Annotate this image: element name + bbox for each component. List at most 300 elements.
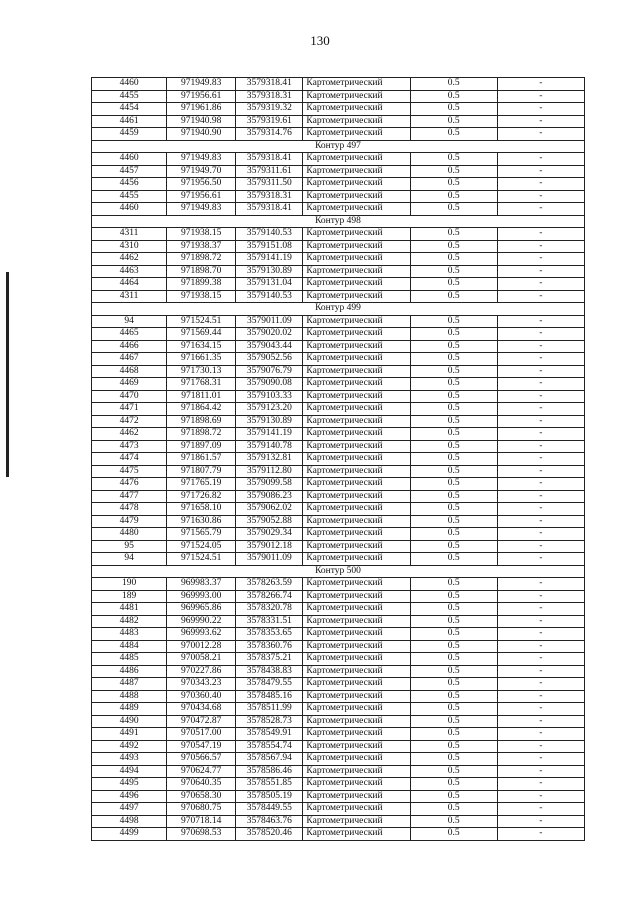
method-cell: Картометрический [303,778,410,791]
x-coordinate-cell: 971807.79 [167,465,236,478]
note-cell: - [497,740,584,753]
table-row [92,153,585,166]
accuracy-cell: 0.5 [410,315,497,328]
point-number-cell: 4496 [92,790,167,803]
table-row [92,515,585,528]
point-number-cell: 4464 [92,278,167,291]
point-number-cell: 4492 [92,740,167,753]
method-cell: Картометрический [303,690,410,703]
note-cell: - [497,615,584,628]
point-number-cell: 4467 [92,353,167,366]
method-cell: Картометрический [303,628,410,641]
note-cell: - [497,90,584,103]
point-number-cell: 4478 [92,503,167,516]
method-cell: Картометрический [303,815,410,828]
y-coordinate-cell: 3579132.81 [236,453,303,466]
y-coordinate-cell: 3578263.59 [236,578,303,591]
x-coordinate-cell: 971864.42 [167,403,236,416]
accuracy-cell: 0.5 [410,778,497,791]
accuracy-cell: 0.5 [410,240,497,253]
point-number-cell: 4489 [92,703,167,716]
method-cell: Картометрический [303,353,410,366]
note-cell: - [497,490,584,503]
accuracy-cell: 0.5 [410,178,497,191]
point-number-cell: 4494 [92,765,167,778]
accuracy-cell: 0.5 [410,728,497,741]
note-cell: - [497,203,584,216]
method-cell: Картометрический [303,740,410,753]
y-coordinate-cell: 3579318.41 [236,203,303,216]
point-number-cell: 4491 [92,728,167,741]
x-coordinate-cell: 971569.44 [167,328,236,341]
point-number-cell: 4455 [92,190,167,203]
method-cell: Картометрический [303,678,410,691]
y-coordinate-cell: 3579314.76 [236,128,303,141]
y-coordinate-cell: 3578331.51 [236,615,303,628]
accuracy-cell: 0.5 [410,740,497,753]
y-coordinate-cell: 3579318.41 [236,153,303,166]
contour-header-row [92,303,585,316]
x-coordinate-cell: 970680.75 [167,803,236,816]
accuracy-cell: 0.5 [410,615,497,628]
x-coordinate-cell: 971949.83 [167,203,236,216]
note-cell: - [497,765,584,778]
accuracy-cell: 0.5 [410,353,497,366]
table-row [92,378,585,391]
accuracy-cell: 0.5 [410,765,497,778]
accuracy-cell: 0.5 [410,528,497,541]
table-row [92,253,585,266]
y-coordinate-cell: 3579112.80 [236,465,303,478]
x-coordinate-cell: 971524.51 [167,315,236,328]
table-row [92,365,585,378]
accuracy-cell: 0.5 [410,540,497,553]
contour-header-row [92,215,585,228]
method-cell: Картометрический [303,803,410,816]
accuracy-cell: 0.5 [410,403,497,416]
point-number-cell: 4311 [92,290,167,303]
accuracy-cell: 0.5 [410,228,497,241]
accuracy-cell: 0.5 [410,803,497,816]
x-coordinate-cell: 969993.62 [167,628,236,641]
accuracy-cell: 0.5 [410,478,497,491]
method-cell: Картометрический [303,465,410,478]
table-row [92,328,585,341]
method-cell: Картометрический [303,453,410,466]
y-coordinate-cell: 3579011.09 [236,315,303,328]
y-coordinate-cell: 3578360.76 [236,640,303,653]
accuracy-cell: 0.5 [410,603,497,616]
note-cell: - [497,553,584,566]
y-coordinate-cell: 3578505.19 [236,790,303,803]
table-row [92,428,585,441]
note-cell: - [497,503,584,516]
point-number-cell: 4456 [92,178,167,191]
note-cell: - [497,440,584,453]
point-number-cell: 4498 [92,815,167,828]
point-number-cell: 4462 [92,428,167,441]
y-coordinate-cell: 3579151.08 [236,240,303,253]
y-coordinate-cell: 3579319.61 [236,115,303,128]
x-coordinate-cell: 971940.98 [167,115,236,128]
table-row [92,165,585,178]
note-cell: - [497,340,584,353]
x-coordinate-cell: 970434.68 [167,703,236,716]
accuracy-cell: 0.5 [410,265,497,278]
table-row [92,753,585,766]
page-number: 130 [310,33,330,48]
x-coordinate-cell: 971898.72 [167,428,236,441]
method-cell: Картометрический [303,78,410,91]
y-coordinate-cell: 3579318.31 [236,190,303,203]
accuracy-cell: 0.5 [410,290,497,303]
point-number-cell: 4485 [92,653,167,666]
accuracy-cell: 0.5 [410,790,497,803]
y-coordinate-cell: 3579318.31 [236,90,303,103]
note-cell: - [497,153,584,166]
note-cell: - [497,690,584,703]
point-number-cell: 4311 [92,228,167,241]
accuracy-cell: 0.5 [410,78,497,91]
note-cell: - [497,403,584,416]
x-coordinate-cell: 970547.19 [167,740,236,753]
x-coordinate-cell: 971938.15 [167,228,236,241]
x-coordinate-cell: 971565.79 [167,528,236,541]
note-cell: - [497,678,584,691]
point-number-cell: 4469 [92,378,167,391]
table-row [92,465,585,478]
point-number-cell: 4479 [92,515,167,528]
method-cell: Картометрический [303,603,410,616]
note-cell: - [497,715,584,728]
note-cell: - [497,428,584,441]
point-number-cell: 95 [92,540,167,553]
y-coordinate-cell: 3579140.78 [236,440,303,453]
x-coordinate-cell: 971949.83 [167,78,236,91]
note-cell: - [497,178,584,191]
accuracy-cell: 0.5 [410,628,497,641]
accuracy-cell: 0.5 [410,190,497,203]
point-number-cell: 189 [92,590,167,603]
note-cell: - [497,628,584,641]
note-cell: - [497,478,584,491]
table-row [92,190,585,203]
method-cell: Картометрический [303,765,410,778]
x-coordinate-cell: 971861.57 [167,453,236,466]
table-row [92,628,585,641]
y-coordinate-cell: 3579130.89 [236,415,303,428]
accuracy-cell: 0.5 [410,653,497,666]
method-cell: Картометрический [303,490,410,503]
x-coordinate-cell: 971765.19 [167,478,236,491]
table-row [92,340,585,353]
accuracy-cell: 0.5 [410,640,497,653]
x-coordinate-cell: 969990.22 [167,615,236,628]
method-cell: Картометрический [303,578,410,591]
note-cell: - [497,228,584,241]
y-coordinate-cell: 3578528.73 [236,715,303,728]
table-row [92,765,585,778]
accuracy-cell: 0.5 [410,678,497,691]
method-cell: Картометрический [303,440,410,453]
point-number-cell: 4466 [92,340,167,353]
table-row [92,265,585,278]
y-coordinate-cell: 3579319.32 [236,103,303,116]
x-coordinate-cell: 971940.90 [167,128,236,141]
accuracy-cell: 0.5 [410,828,497,841]
method-cell: Картометрический [303,315,410,328]
point-number-cell: 4462 [92,253,167,266]
note-cell: - [497,265,584,278]
y-coordinate-cell: 3578520.46 [236,828,303,841]
note-cell: - [497,653,584,666]
x-coordinate-cell: 971956.61 [167,190,236,203]
note-cell: - [497,603,584,616]
method-cell: Картометрический [303,615,410,628]
table-row [92,740,585,753]
accuracy-cell: 0.5 [410,503,497,516]
method-cell: Картометрический [303,253,410,266]
table-row [92,90,585,103]
table-row [92,415,585,428]
method-cell: Картометрический [303,715,410,728]
x-coordinate-cell: 971658.10 [167,503,236,516]
y-coordinate-cell: 3579103.33 [236,390,303,403]
method-cell: Картометрический [303,178,410,191]
method-cell: Картометрический [303,240,410,253]
method-cell: Картометрический [303,515,410,528]
y-coordinate-cell: 3578375.21 [236,653,303,666]
method-cell: Картометрический [303,378,410,391]
table-row [92,640,585,653]
y-coordinate-cell: 3579029.34 [236,528,303,541]
y-coordinate-cell: 3579130.89 [236,265,303,278]
x-coordinate-cell: 970517.00 [167,728,236,741]
contour-label: Контур 500 [92,565,585,578]
point-number-cell: 4477 [92,490,167,503]
table-row [92,315,585,328]
table-row [92,203,585,216]
accuracy-cell: 0.5 [410,203,497,216]
y-coordinate-cell: 3579062.02 [236,503,303,516]
x-coordinate-cell: 971949.70 [167,165,236,178]
y-coordinate-cell: 3578449.55 [236,803,303,816]
point-number-cell: 4495 [92,778,167,791]
note-cell: - [497,128,584,141]
x-coordinate-cell: 971898.70 [167,265,236,278]
y-coordinate-cell: 3579052.56 [236,353,303,366]
point-number-cell: 4499 [92,828,167,841]
accuracy-cell: 0.5 [410,553,497,566]
note-cell: - [497,703,584,716]
point-number-cell: 4484 [92,640,167,653]
x-coordinate-cell: 970624.77 [167,765,236,778]
note-cell: - [497,290,584,303]
method-cell: Картометрический [303,278,410,291]
accuracy-cell: 0.5 [410,815,497,828]
note-cell: - [497,515,584,528]
note-cell: - [497,465,584,478]
point-number-cell: 4460 [92,153,167,166]
x-coordinate-cell: 971726.82 [167,490,236,503]
coordinates-table [91,77,585,841]
accuracy-cell: 0.5 [410,715,497,728]
y-coordinate-cell: 3579012.18 [236,540,303,553]
table-row [92,653,585,666]
accuracy-cell: 0.5 [410,253,497,266]
note-cell: - [497,315,584,328]
point-number-cell: 4497 [92,803,167,816]
note-cell: - [497,240,584,253]
note-cell: - [497,103,584,116]
accuracy-cell: 0.5 [410,165,497,178]
table-row [92,440,585,453]
table-row [92,778,585,791]
y-coordinate-cell: 3578586.46 [236,765,303,778]
method-cell: Картометрический [303,665,410,678]
x-coordinate-cell: 969983.37 [167,578,236,591]
table-row [92,703,585,716]
method-cell: Картометрический [303,590,410,603]
x-coordinate-cell: 970718.14 [167,815,236,828]
y-coordinate-cell: 3579311.50 [236,178,303,191]
accuracy-cell: 0.5 [410,115,497,128]
note-cell: - [497,453,584,466]
contour-header-row [92,565,585,578]
x-coordinate-cell: 971938.15 [167,290,236,303]
note-cell: - [497,590,584,603]
method-cell: Картометрический [303,115,410,128]
method-cell: Картометрический [303,403,410,416]
y-coordinate-cell: 3579043.44 [236,340,303,353]
point-number-cell: 4460 [92,78,167,91]
note-cell: - [497,528,584,541]
accuracy-cell: 0.5 [410,103,497,116]
x-coordinate-cell: 969993.00 [167,590,236,603]
table-row [92,503,585,516]
table-row [92,290,585,303]
method-cell: Картометрический [303,328,410,341]
note-cell: - [497,390,584,403]
method-cell: Картометрический [303,753,410,766]
accuracy-cell: 0.5 [410,440,497,453]
note-cell: - [497,790,584,803]
y-coordinate-cell: 3579099.58 [236,478,303,491]
note-cell: - [497,190,584,203]
table-row [92,353,585,366]
method-cell: Картометрический [303,528,410,541]
y-coordinate-cell: 3579311.61 [236,165,303,178]
x-coordinate-cell: 970658.30 [167,790,236,803]
point-number-cell: 4488 [92,690,167,703]
method-cell: Картометрический [303,90,410,103]
x-coordinate-cell: 971811.01 [167,390,236,403]
point-number-cell: 4483 [92,628,167,641]
point-number-cell: 4472 [92,415,167,428]
table-row [92,403,585,416]
x-coordinate-cell: 971898.69 [167,415,236,428]
x-coordinate-cell: 971949.83 [167,153,236,166]
point-number-cell: 4454 [92,103,167,116]
point-number-cell: 94 [92,315,167,328]
y-coordinate-cell: 3579123.20 [236,403,303,416]
accuracy-cell: 0.5 [410,428,497,441]
table-row [92,128,585,141]
y-coordinate-cell: 3579318.41 [236,78,303,91]
method-cell: Картометрический [303,153,410,166]
table-row [92,590,585,603]
method-cell: Картометрический [303,540,410,553]
note-cell: - [497,365,584,378]
note-cell: - [497,115,584,128]
table-row [92,228,585,241]
table-row [92,678,585,691]
note-cell: - [497,828,584,841]
note-cell: - [497,415,584,428]
accuracy-cell: 0.5 [410,453,497,466]
y-coordinate-cell: 3579076.79 [236,365,303,378]
method-cell: Картометрический [303,653,410,666]
contour-label: Контур 498 [92,215,585,228]
x-coordinate-cell: 970566.57 [167,753,236,766]
point-number-cell: 94 [92,553,167,566]
y-coordinate-cell: 3579141.19 [236,428,303,441]
note-cell: - [497,640,584,653]
note-cell: - [497,728,584,741]
accuracy-cell: 0.5 [410,340,497,353]
y-coordinate-cell: 3578438.83 [236,665,303,678]
y-coordinate-cell: 3579141.19 [236,253,303,266]
method-cell: Картометрический [303,340,410,353]
point-number-cell: 4474 [92,453,167,466]
y-coordinate-cell: 3579052.88 [236,515,303,528]
y-coordinate-cell: 3579090.08 [236,378,303,391]
method-cell: Картометрический [303,415,410,428]
method-cell: Картометрический [303,128,410,141]
x-coordinate-cell: 971524.51 [167,553,236,566]
point-number-cell: 4476 [92,478,167,491]
x-coordinate-cell: 970227.86 [167,665,236,678]
margin-bar [6,272,9,477]
x-coordinate-cell: 971768.31 [167,378,236,391]
x-coordinate-cell: 970698.53 [167,828,236,841]
point-number-cell: 4310 [92,240,167,253]
accuracy-cell: 0.5 [410,390,497,403]
x-coordinate-cell: 971897.09 [167,440,236,453]
accuracy-cell: 0.5 [410,515,497,528]
method-cell: Картометрический [303,190,410,203]
table-row [92,553,585,566]
method-cell: Картометрический [303,165,410,178]
table-row [92,178,585,191]
note-cell: - [497,328,584,341]
x-coordinate-cell: 971634.15 [167,340,236,353]
point-number-cell: 4470 [92,390,167,403]
point-number-cell: 4459 [92,128,167,141]
note-cell: - [497,803,584,816]
table-row [92,103,585,116]
point-number-cell: 4461 [92,115,167,128]
note-cell: - [497,278,584,291]
x-coordinate-cell: 971524.05 [167,540,236,553]
accuracy-cell: 0.5 [410,465,497,478]
point-number-cell: 4490 [92,715,167,728]
y-coordinate-cell: 3578479.55 [236,678,303,691]
table-row [92,603,585,616]
table-row [92,790,585,803]
accuracy-cell: 0.5 [410,690,497,703]
point-number-cell: 4471 [92,403,167,416]
